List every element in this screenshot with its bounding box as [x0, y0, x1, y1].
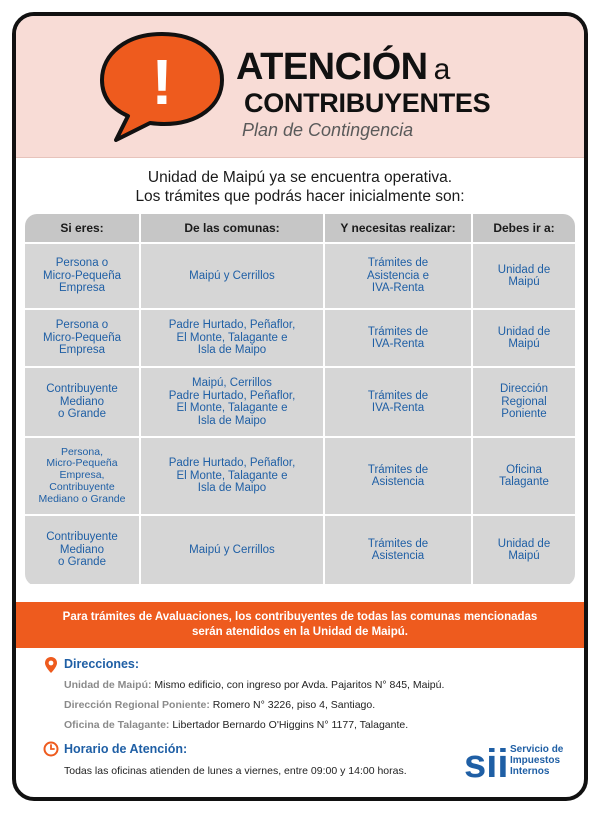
- header-comunas: De las comunas:: [141, 214, 323, 242]
- table-cell-tramites: Trámites de Asistencia: [325, 438, 471, 514]
- table-cell-debes-ir: Oficina Talagante: [473, 438, 575, 514]
- table-cell-comunas: Maipú y Cerrillos: [141, 244, 323, 308]
- clock-icon: [43, 741, 59, 757]
- header: [16, 16, 584, 158]
- direcciones-title: Direcciones:: [64, 657, 140, 671]
- horario-text: Todas las oficinas atienden de lunes a viernes, entre 09:00 y 14:00 horas.: [64, 765, 407, 777]
- table-cell-si-eres: Contribuyente Mediano o Grande: [25, 368, 139, 436]
- intro-text: [16, 168, 584, 206]
- direccion-talagante-label: Oficina de Talagante:: [64, 719, 170, 731]
- direccion-maipu-label: Unidad de Maipú:: [64, 679, 152, 691]
- table-cell-tramites: Trámites de Asistencia: [325, 516, 471, 584]
- horario-title: Horario de Atención:: [64, 742, 188, 756]
- sii-logo-line-3: Internos: [510, 766, 550, 777]
- table-cell-tramites: Trámites de IVA-Renta: [325, 310, 471, 366]
- sii-logo-line-1: Servicio de: [510, 744, 564, 755]
- table-cell-si-eres: Persona, Micro-Pequeña Empresa, Contribuyente Mediano o Grande: [25, 438, 139, 514]
- table-cell-si-eres: Contribuyente Mediano o Grande: [25, 516, 139, 584]
- table-cell-tramites: Trámites de Asistencia e IVA-Renta: [325, 244, 471, 308]
- table-cell-si-eres: Persona o Micro-Pequeña Empresa: [25, 244, 139, 308]
- table-cell-debes-ir: Unidad de Maipú: [473, 244, 575, 308]
- direccion-maipu-text: Mismo edificio, con ingreso por Avda. Pajaritos N° 845, Maipú.: [151, 679, 445, 691]
- direccion-poniente: [64, 699, 375, 711]
- subtitle: Plan de Contingencia: [242, 120, 414, 140]
- header-tramites: Y necesitas realizar:: [325, 214, 471, 242]
- avaluaciones-notice: [16, 602, 584, 648]
- header-debes-ir: Debes ir a:: [473, 214, 575, 242]
- direccion-poniente-text: Romero N° 3226, piso 4, Santiago.: [209, 699, 376, 711]
- title-contribuyentes: CONTRIBUYENTES: [244, 88, 491, 118]
- direccion-poniente-label: Dirección Regional Poniente:: [64, 699, 210, 711]
- table-cell-debes-ir: Dirección Regional Poniente: [473, 368, 575, 436]
- direccion-talagante-text: Libertador Bernardo O'Higgins N° 1177, Talagante.: [169, 719, 409, 731]
- poster-frame: [12, 12, 588, 801]
- sii-logo-line-2: Impuestos: [510, 755, 561, 766]
- alert-speech-bubble-icon: [98, 30, 226, 142]
- sii-logo-text: [510, 744, 563, 777]
- location-pin-icon: [44, 656, 58, 674]
- table-cell-comunas: Maipú y Cerrillos: [141, 516, 323, 584]
- avaluaciones-line-2: serán atendidos en la Unidad de Maipú.: [192, 626, 408, 638]
- direccion-talagante: [64, 719, 408, 731]
- tramites-table: [25, 214, 575, 586]
- direccion-maipu: [64, 679, 444, 691]
- table-cell-debes-ir: Unidad de Maipú: [473, 310, 575, 366]
- title-connector: a: [433, 53, 450, 86]
- table-cell-comunas: Padre Hurtado, Peñaflor, El Monte, Talagante e Isla de Maipo: [141, 310, 323, 366]
- intro-line-2: Los trámites que podrás hacer inicialmente son:: [135, 188, 465, 205]
- sii-logo-mark: sii: [464, 742, 508, 781]
- title-atencion: ATENCIÓN: [236, 46, 428, 88]
- intro-line-1: Unidad de Maipú ya se encuentra operativa.: [147, 169, 453, 186]
- table-cell-si-eres: Persona o Micro-Pequeña Empresa: [25, 310, 139, 366]
- sii-logo-icon: [462, 741, 508, 781]
- table-cell-debes-ir: Unidad de Maipú: [473, 516, 575, 584]
- bubble-exclamation: !: [151, 46, 173, 118]
- header-si-eres: Si eres:: [25, 214, 139, 242]
- title-main: [236, 46, 450, 89]
- avaluaciones-line-1: Para trámites de Avaluaciones, los contribuyentes de todas las comunas mencionadas: [62, 611, 538, 623]
- table-cell-comunas: Maipú, Cerrillos Padre Hurtado, Peñaflor, El Monte, Talagante e Isla de Maipo: [141, 368, 323, 436]
- table-cell-tramites: Trámites de IVA-Renta: [325, 368, 471, 436]
- table-cell-comunas: Padre Hurtado, Peñaflor, El Monte, Talagante e Isla de Maipo: [141, 438, 323, 514]
